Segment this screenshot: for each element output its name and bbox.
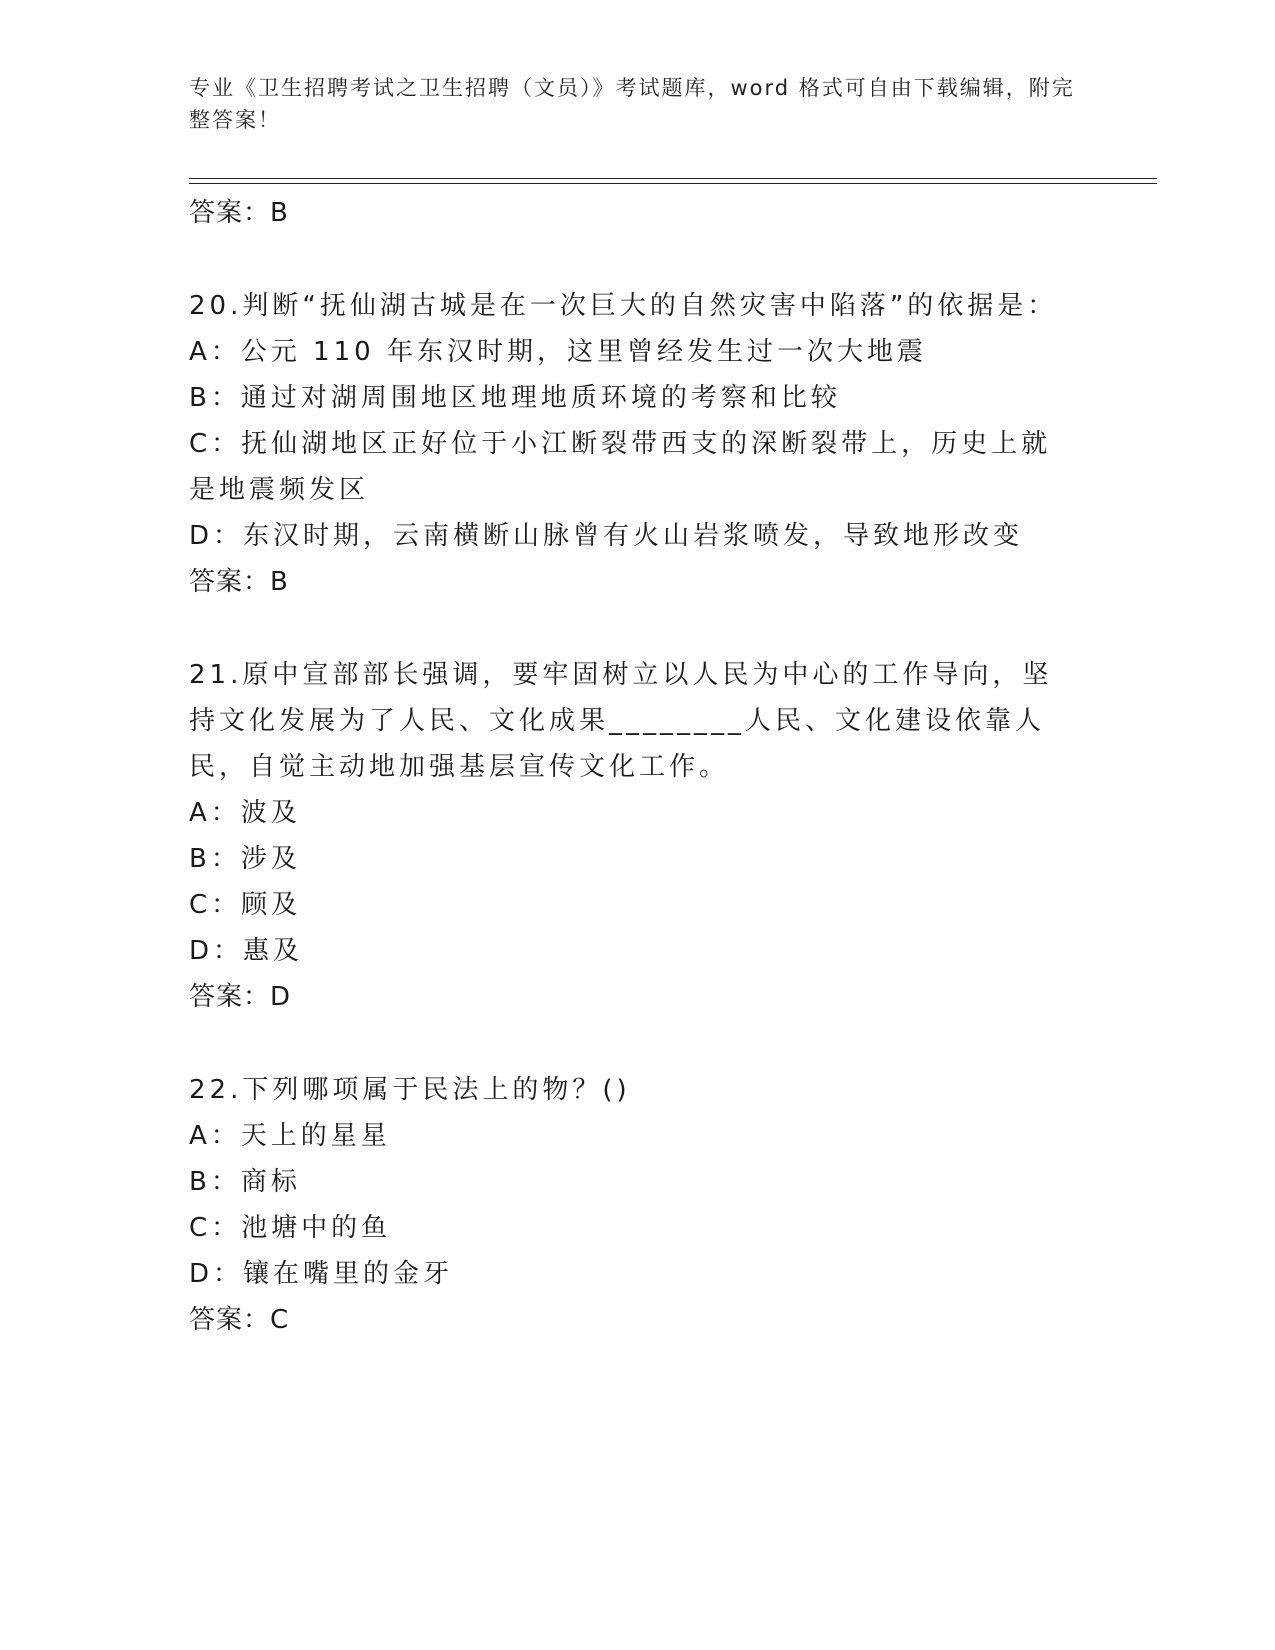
option-a: A：公元 110 年东汉时期，这里曾经发生过一次大地震 xyxy=(189,337,927,367)
header-rule-bottom xyxy=(189,183,1157,184)
answer: 答案：C xyxy=(189,1305,290,1335)
answer: 答案：D xyxy=(189,982,292,1012)
previous-answer: 答案：B xyxy=(189,198,289,228)
question-21 xyxy=(189,652,1089,1020)
option-c: C：池塘中的鱼 xyxy=(189,1213,392,1243)
option-b: B：商标 xyxy=(189,1167,301,1197)
document-body xyxy=(189,190,1089,1343)
question-stem: 20.判断“抚仙湖古城是在一次巨大的自然灾害中陷落”的依据是： xyxy=(189,291,1058,321)
question-stem: 21.原中宣部部长强调，要牢固树立以人民为中心的工作导向，坚持文化发展为了人民、文化成果________人民、文化建设依靠人民，自觉主动地加强基层宣传文化工作。 xyxy=(189,660,1053,782)
option-b: B：涉及 xyxy=(189,844,301,874)
option-c: C：抚仙湖地区正好位于小江断裂带西支的深断裂带上，历史上就是地震频发区 xyxy=(189,429,1052,505)
option-d: D：惠及 xyxy=(189,936,304,966)
option-a: A：天上的星星 xyxy=(189,1121,391,1151)
document-header: 专业《卫生招聘考试之卫生招聘（文员）》考试题库，word 格式可自由下载编辑，附完整答案！ xyxy=(189,76,1075,132)
option-c: C：顾及 xyxy=(189,890,302,920)
option-a: A：波及 xyxy=(189,798,301,828)
option-d: D：东汉时期，云南横断山脉曾有火山岩浆喷发，导致地形改变 xyxy=(189,521,1024,551)
question-stem: 22.下列哪项属于民法上的物？() xyxy=(189,1075,631,1105)
header-rule-top xyxy=(189,178,1157,179)
question-20 xyxy=(189,283,1089,605)
option-b: B：通过对湖周围地区地理地质环境的考察和比较 xyxy=(189,383,841,413)
answer: 答案：B xyxy=(189,567,289,597)
option-d: D：镶在嘴里的金牙 xyxy=(189,1259,454,1289)
question-22 xyxy=(189,1067,1089,1343)
